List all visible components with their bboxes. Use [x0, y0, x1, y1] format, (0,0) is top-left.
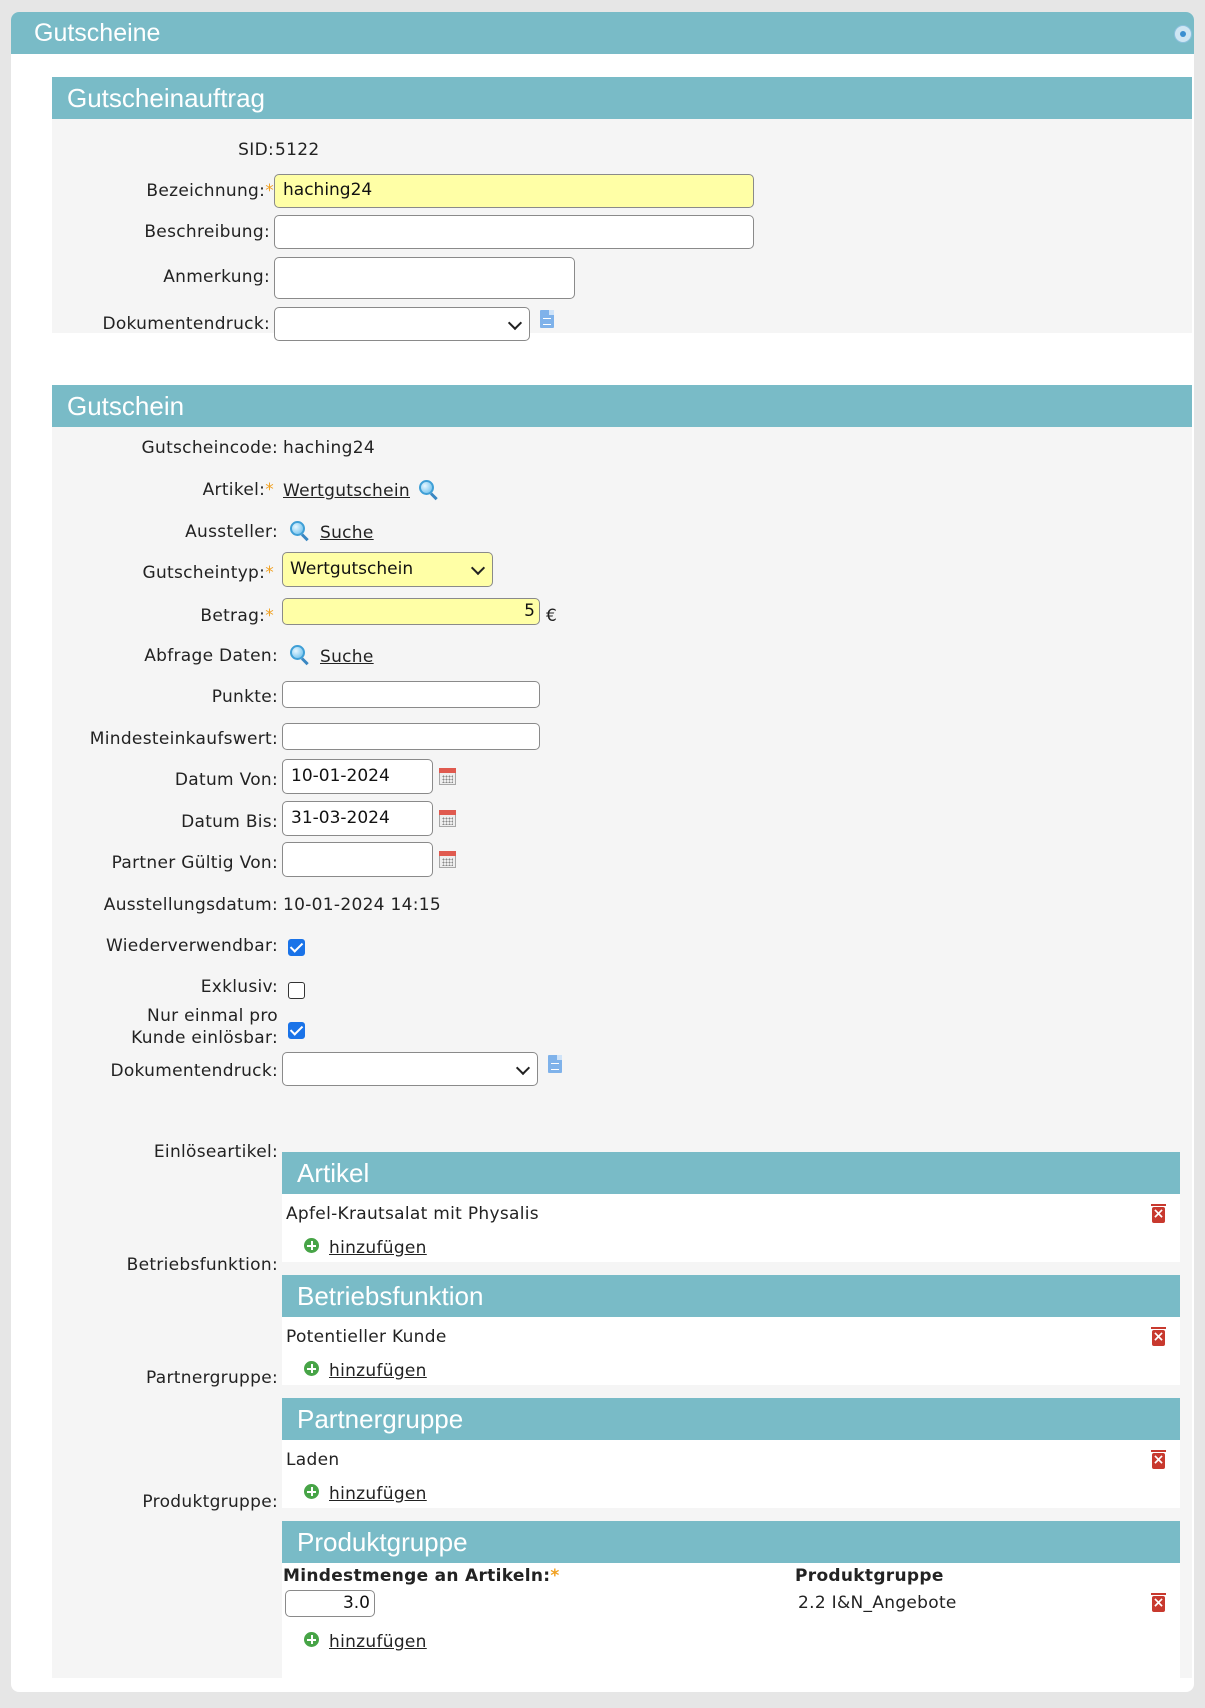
column-header-menge: Mindestmenge an Artikeln:* [283, 1566, 560, 1586]
mindesteinkaufswert-label: Mindesteinkaufswert: [89, 729, 278, 749]
aussteller-label: Aussteller: [185, 522, 278, 542]
produktgruppe-value: 2.2 I&N_Angebote [798, 1593, 957, 1613]
subpanel-betriebsfunktion [282, 1275, 1180, 1385]
trash-icon[interactable] [1152, 1330, 1165, 1346]
calendar-icon[interactable] [439, 768, 456, 785]
chevron-down-icon [508, 316, 522, 330]
beschreibung-input[interactable] [274, 215, 754, 249]
add-icon[interactable] [304, 1484, 319, 1499]
subpanel-title-partnergruppe: Partnergruppe [282, 1398, 1180, 1440]
partner-gueltig-von-input[interactable] [282, 842, 433, 877]
ausstellungsdatum-value: 10-01-2024 14:15 [283, 895, 441, 915]
calendar-icon[interactable] [439, 851, 456, 868]
gutscheintyp-select[interactable]: Wertgutschein [282, 552, 493, 587]
datum-von-label: Datum Von: [174, 770, 278, 790]
beschreibung-label: Beschreibung: [144, 222, 270, 242]
add-partnergruppe-link[interactable]: hinzufügen [329, 1484, 427, 1504]
exklusiv-label: Exklusiv: [200, 977, 278, 997]
chevron-down-icon [516, 1061, 530, 1075]
exklusiv-checkbox[interactable] [288, 982, 305, 999]
dokumentendruck-label-auftrag: Dokumentendruck: [102, 314, 270, 334]
subpanel-title-produktgruppe: Produktgruppe [282, 1521, 1180, 1563]
ausstellungsdatum-label: Ausstellungsdatum: [103, 895, 278, 915]
list-item: Laden [286, 1450, 340, 1470]
dokumentendruck-select-auftrag[interactable] [274, 307, 530, 341]
gutscheincode-label: Gutscheincode: [141, 438, 278, 458]
section-title-gutschein: Gutschein [52, 385, 1192, 427]
list-item: Potentieller Kunde [286, 1327, 447, 1347]
einloeseartikel-label: Einlöseartikel: [153, 1142, 278, 1162]
currency-unit: € [546, 606, 558, 626]
artikel-link[interactable]: Wertgutschein [283, 481, 410, 501]
nur-einmal-checkbox[interactable] [288, 1022, 305, 1039]
aussteller-search-link[interactable]: Suche [320, 523, 374, 543]
settings-disc-icon[interactable] [1174, 25, 1192, 43]
punkte-input[interactable] [282, 681, 540, 708]
add-betriebsfunktion-link[interactable]: hinzufügen [329, 1361, 427, 1381]
aussteller-search-icon[interactable] [290, 521, 310, 541]
anmerkung-label: Anmerkung: [163, 267, 270, 287]
partnergruppe-label: Partnergruppe: [145, 1368, 278, 1388]
add-icon[interactable] [304, 1361, 319, 1376]
trash-icon[interactable] [1152, 1596, 1165, 1612]
artikel-label: Artikel:* [202, 480, 274, 500]
subpanel-produktgruppe [282, 1521, 1180, 1678]
gutscheintyp-label: Gutscheintyp:* [142, 563, 274, 583]
dokumentendruck-label-gutschein: Dokumentendruck: [110, 1061, 278, 1081]
trash-icon[interactable] [1152, 1453, 1165, 1469]
mindesteinkaufswert-input[interactable] [282, 723, 540, 750]
abfrage-search-icon[interactable] [290, 645, 310, 665]
add-produktgruppe-link[interactable]: hinzufügen [329, 1632, 427, 1652]
mindestmenge-input[interactable]: 3.0 [285, 1590, 375, 1617]
trash-icon[interactable] [1152, 1207, 1165, 1223]
subpanel-title-artikel: Artikel [282, 1152, 1180, 1194]
add-artikel-link[interactable]: hinzufügen [329, 1238, 427, 1258]
wiederverwendbar-label: Wiederverwendbar: [105, 936, 278, 956]
panel-title: Gutscheine [11, 12, 1194, 54]
betrag-input[interactable]: 5 [282, 598, 540, 625]
add-icon[interactable] [304, 1238, 319, 1253]
document-icon[interactable] [540, 310, 554, 328]
anmerkung-textarea[interactable] [274, 257, 575, 299]
document-icon[interactable] [548, 1055, 562, 1073]
partner-gueltig-von-label: Partner Gültig Von: [111, 853, 278, 873]
bezeichnung-label: Bezeichnung:* [146, 181, 274, 201]
produktgruppe-label: Produktgruppe: [142, 1492, 278, 1512]
section-gutscheinauftrag [52, 77, 1192, 333]
add-icon[interactable] [304, 1632, 319, 1647]
section-title-auftrag: Gutscheinauftrag [52, 77, 1192, 119]
abfrage-search-link[interactable]: Suche [320, 647, 374, 667]
sid-label: SID: [238, 140, 274, 160]
datum-bis-label: Datum Bis: [181, 812, 278, 832]
subpanel-partnergruppe [282, 1398, 1180, 1508]
datum-bis-input[interactable]: 31-03-2024 [282, 801, 433, 836]
dokumentendruck-select-gutschein[interactable] [282, 1052, 538, 1086]
wiederverwendbar-checkbox[interactable] [288, 939, 305, 956]
column-header-produktgruppe: Produktgruppe [795, 1566, 944, 1586]
nur-einmal-label: Nur einmal pro Kunde einlösbar: [131, 1006, 278, 1048]
gutscheincode-value: haching24 [283, 438, 375, 458]
list-item: Apfel-Krautsalat mit Physalis [286, 1204, 539, 1224]
subpanel-artikel [282, 1152, 1180, 1262]
betrag-label: Betrag:* [200, 606, 274, 626]
punkte-label: Punkte: [211, 687, 278, 707]
calendar-icon[interactable] [439, 810, 456, 827]
subpanel-title-betriebsfunktion: Betriebsfunktion [282, 1275, 1180, 1317]
search-icon[interactable] [419, 480, 439, 500]
chevron-down-icon [471, 561, 485, 575]
datum-von-input[interactable]: 10-01-2024 [282, 759, 433, 794]
betriebsfunktion-label: Betriebsfunktion: [126, 1255, 278, 1275]
sid-value: 5122 [275, 140, 320, 160]
gutscheine-panel [11, 12, 1194, 1692]
bezeichnung-input[interactable]: haching24 [274, 174, 754, 208]
abfrage-label: Abfrage Daten: [144, 646, 278, 666]
